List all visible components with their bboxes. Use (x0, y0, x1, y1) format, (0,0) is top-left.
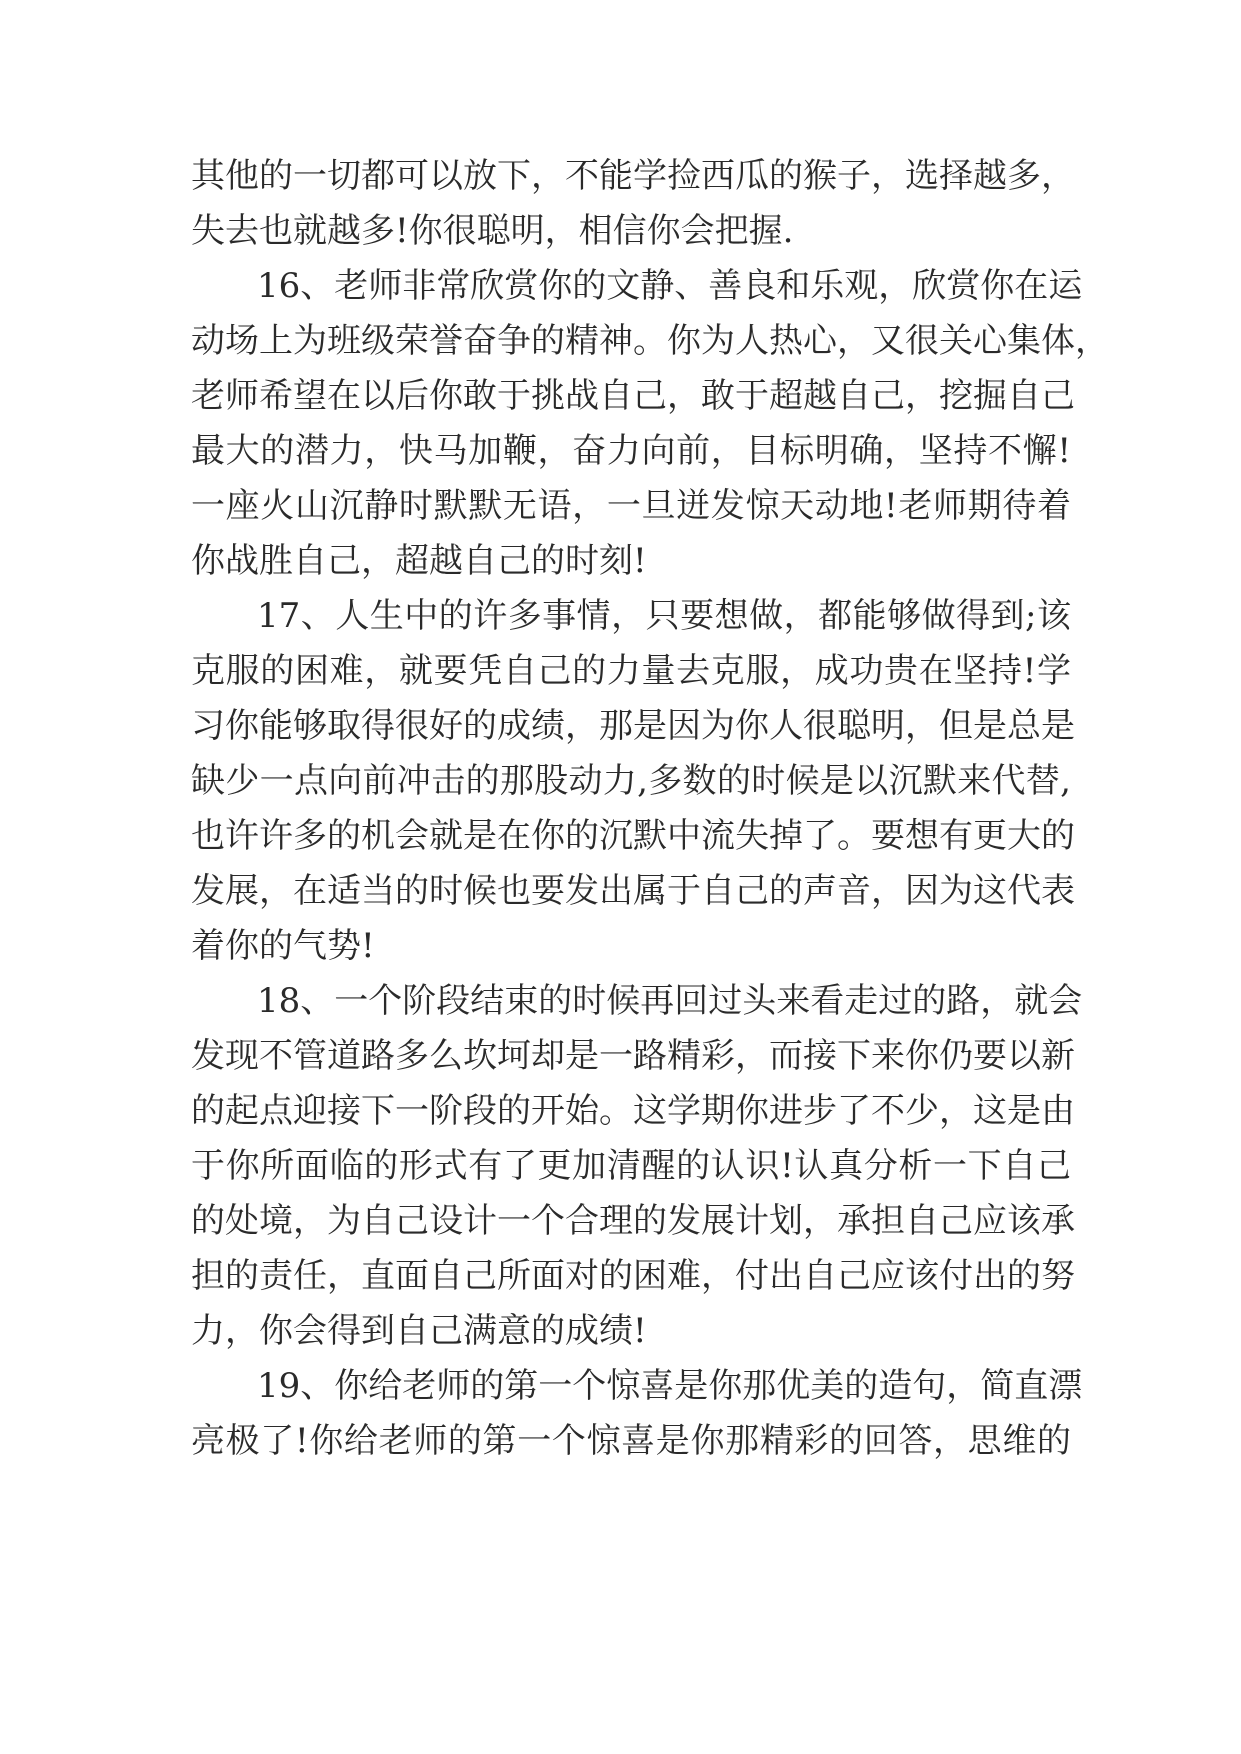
text-line: 习你能够取得很好的成绩，那是因为你人很聪明，但是总是 (191, 706, 1075, 746)
text-line: 力，你会得到自己满意的成绩! (191, 1311, 647, 1351)
text-line: 于你所面临的形式有了更加清醒的认识!认真分析一下自己 (191, 1146, 1071, 1186)
text-line: 的处境，为自己设计一个合理的发展计划，承担自己应该承 (191, 1201, 1075, 1241)
text-line: 亮极了!你给老师的第一个惊喜是你那精彩的回答，思维的 (191, 1421, 1071, 1461)
text-line: 着你的气势! (191, 926, 375, 966)
text-line: 也许许多的机会就是在你的沉默中流失掉了。要想有更大的 (191, 816, 1075, 856)
text-line: 其他的一切都可以放下，不能学捡西瓜的猴子，选择越多， (191, 156, 1075, 196)
text-line: 克服的困难，就要凭自己的力量去克服，成功贵在坚持!学 (191, 651, 1071, 691)
text-line: 动场上为班级荣誉奋争的精神。你为人热心，又很关心集体， (191, 321, 1109, 361)
paragraph-start-16: 16、老师非常欣赏你的文静、善良和乐观，欣赏你在运 (257, 266, 1083, 306)
paragraph-start-18: 18、一个阶段结束的时候再回过头来看走过的路，就会 (257, 981, 1083, 1021)
text-line: 失去也就越多!你很聪明，相信你会把握. (191, 211, 794, 251)
text-line: 最大的潜力，快马加鞭，奋力向前，目标明确，坚持不懈! (191, 431, 1071, 471)
text-line: 一座火山沉静时默默无语，一旦迸发惊天动地!老师期待着 (191, 486, 1071, 526)
text-line: 缺少一点向前冲击的那股动力,多数的时候是以沉默来代替, (191, 761, 1071, 801)
text-line: 发展，在适当的时候也要发出属于自己的声音，因为这代表 (191, 871, 1075, 911)
text-line: 的起点迎接下一阶段的开始。这学期你进步了不少，这是由 (191, 1091, 1075, 1131)
text-line: 发现不管道路多么坎坷却是一路精彩，而接下来你仍要以新 (191, 1036, 1075, 1076)
paragraph-start-19: 19、你给老师的第一个惊喜是你那优美的造句，简直漂 (257, 1366, 1083, 1406)
text-line: 你战胜自己，超越自己的时刻! (191, 541, 647, 581)
text-line: 老师希望在以后你敢于挑战自己，敢于超越自己，挖掘自己 (191, 376, 1075, 416)
paragraph-start-17: 17、人生中的许多事情，只要想做，都能够做得到;该 (257, 596, 1071, 636)
text-line: 担的责任，直面自己所面对的困难，付出自己应该付出的努 (191, 1256, 1075, 1296)
